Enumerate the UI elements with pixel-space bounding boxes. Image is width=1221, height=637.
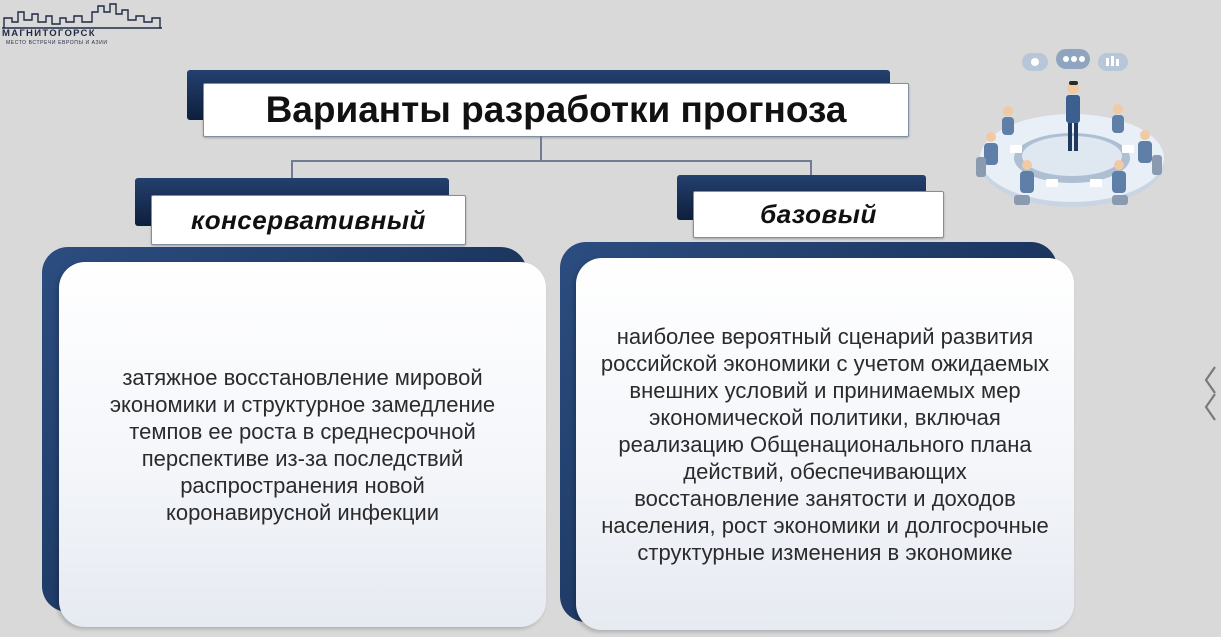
option-label-box xyxy=(693,191,944,238)
title-box xyxy=(203,83,909,137)
connector-line xyxy=(291,160,812,162)
option-description-conservative: затяжное восстановление мировой экономики и структурное замедление темпов ее роста в среднесрочной перспективе из-за последствий распространения новой коронавирусной инфекции xyxy=(109,364,496,525)
logo-wordmark: МАГНИТОГОРСК xyxy=(2,28,96,39)
meeting-illustration xyxy=(962,45,1182,225)
option-label-box xyxy=(151,195,466,245)
option-card-conservative xyxy=(59,262,546,627)
option-card-base xyxy=(576,258,1074,630)
city-skyline-icon xyxy=(2,2,162,30)
connector-line xyxy=(291,160,293,179)
chevron-icon xyxy=(1203,392,1217,422)
chevron-icon xyxy=(1203,365,1217,395)
connector-line xyxy=(540,136,542,161)
page-title: Варианты разработки прогноза xyxy=(265,89,847,130)
option-label-base: базовый xyxy=(760,199,877,229)
option-label-conservative: консервативный xyxy=(191,204,426,235)
magnitogorsk-logo xyxy=(2,2,162,50)
connector-line xyxy=(810,160,812,176)
option-description-base: наиболее вероятный сценарий развития российской экономики с учетом ожидаемых внешних условий и принимаемых мер экономической политики, включая реализацию Общенационального плана действий, обеспечивающих восстановление занятости и доходов населения, рост экономики и долгосрочные структурные изменения в экономике xyxy=(600,323,1050,565)
logo-tagline: МЕСТО ВСТРЕЧИ ЕВРОПЫ И АЗИИ xyxy=(6,40,108,46)
